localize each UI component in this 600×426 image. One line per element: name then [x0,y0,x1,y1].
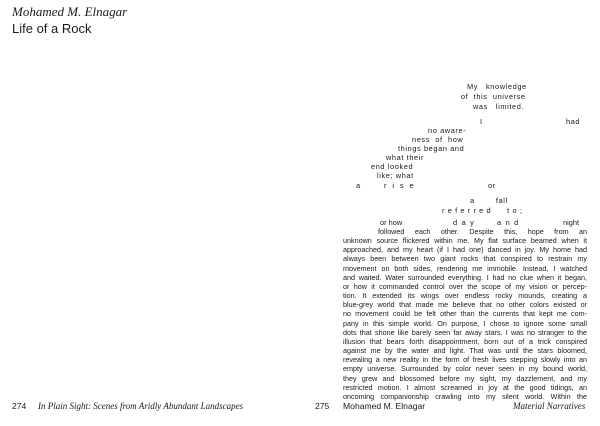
prose-line: blue-grey world that made me believe that no other colors existed or [343,300,587,310]
poem-line: ness of how [412,135,464,144]
prose-line: oncoming companionship crawling into my silent world. Within the [343,391,587,401]
prose-line: or how it commanded control over the scope of my vision or percep- [343,281,587,291]
poem-line: end looked [371,162,414,171]
prose-line: against me by the water and light. That was until the stars bloomed, [343,346,587,356]
prose-first-word: d a y [453,218,476,227]
chapter-title: Life of a Rock [12,21,92,36]
prose-line: and waited. Water surrounded everything. I had no clue when it began, [343,272,587,282]
prose-line: empty universe. Surrounded by color never seen in my bound world, [343,364,587,374]
prose-line: movement on both sides, rendering me immobile. Instead, I watched [343,263,587,273]
poem-line: was limited. [473,102,525,111]
prose-line: no movement could be felt other than the currents that kept me com- [343,309,587,319]
prose-first-word: night [563,218,580,227]
poem-line: r i s e [384,181,415,190]
poem-line: a [356,181,361,190]
poem-line: things began and [398,144,465,153]
poem-line: r e f e r r e d t o ; [442,206,523,215]
author-name: Mohamed M. Elnagar [12,4,128,19]
right-running-author: Mohamed M. Elnagar [343,401,426,411]
prose-first-word: or how [380,218,403,227]
poem-line: My knowledge [467,82,527,91]
prose-line: illusion that bears forth disappointment, born out of a trick conspired [343,336,587,346]
left-running-title: In Plain Sight: Scenes from Aridly Abundant Landscapes [38,401,244,411]
prose-line: always been between two giant rocks that conspired to restrain my [343,254,587,264]
left-page-number: 274 [12,401,27,411]
poem-line: I [480,117,483,126]
poem-line: of this universe [461,92,526,101]
poem-line: like; what [377,171,414,180]
poem-line: or [488,181,496,190]
prose-line: pany in this simple world. On purpose, I chose to ignore some small [343,318,587,328]
poem-line: what their [386,153,425,162]
prose-line: dots that shone like barely seen far away stars. I was no stranger to the [343,327,587,337]
prose-line: unknown source flickered within me. My flat surface beamed when it [343,236,587,246]
prose-line: tion. It extended its wings over endless rocky mounds, creating a [343,291,587,301]
right-page-number: 275 [315,401,330,411]
right-running-title: Material Narratives [513,401,586,411]
poem-line: no aware- [428,126,467,135]
prose-paragraph [343,227,587,401]
prose-line: approached, and my heart (if I had one) danced in joy. My home had [343,245,587,255]
prose-line: restricted motion. I almost screamed in joy at the good tidings, an [343,382,587,392]
prose-line: revealing a new reality in the form of fresh lives stepping slowly into an [343,355,587,365]
prose-line: followed each other. Despite this, hope from an [378,227,587,236]
poem-line: had [566,117,581,126]
prose-line: they grew and blossomed before my sight, my dazzlement, and my [343,373,587,383]
poem-line: a fall [470,196,508,205]
prose-first-word: a n d [497,218,520,227]
